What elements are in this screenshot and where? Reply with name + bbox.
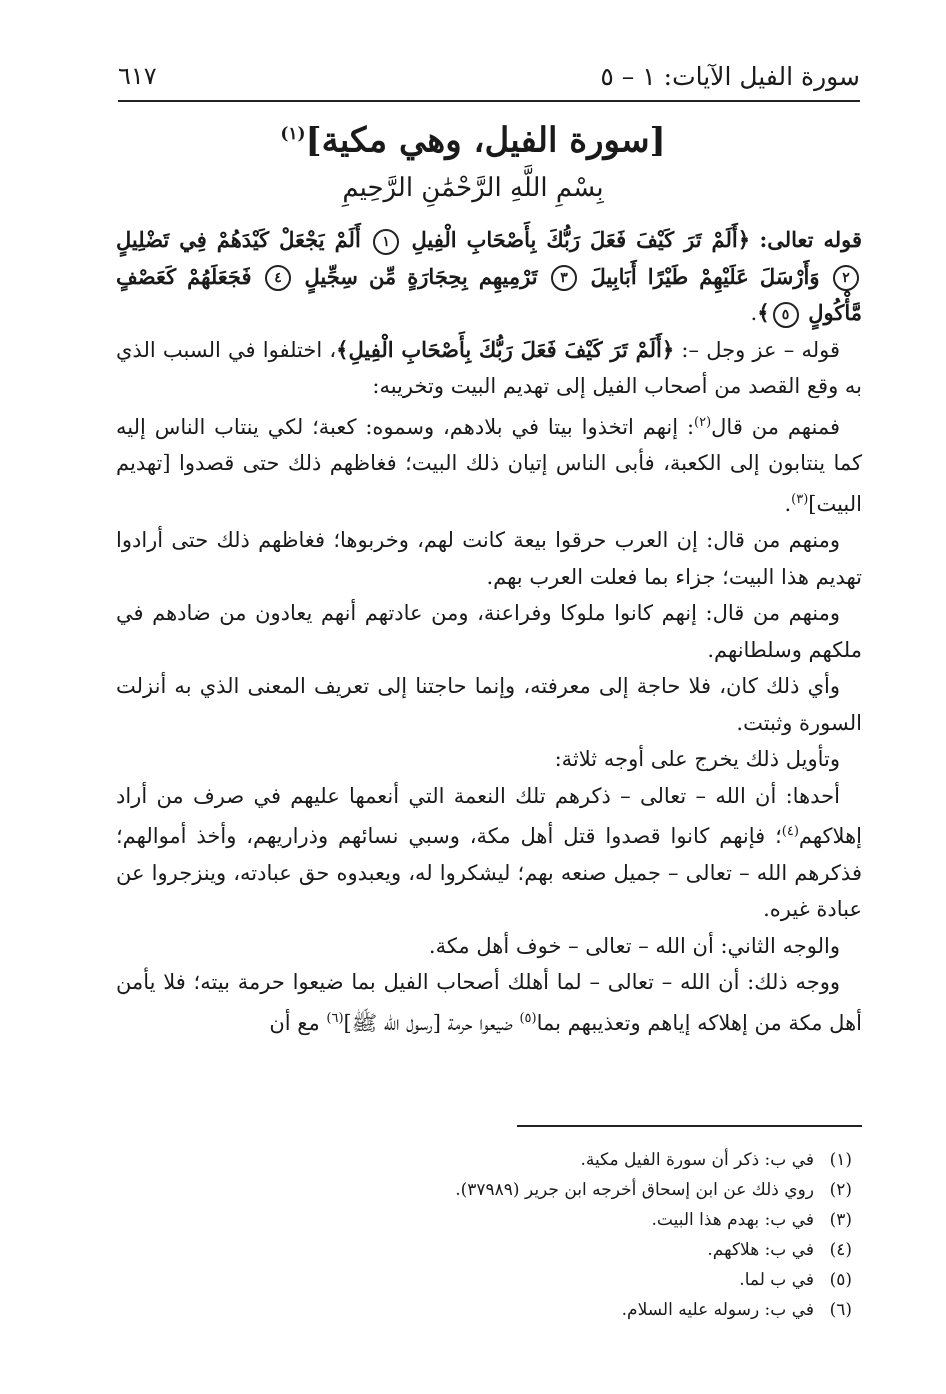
footnote-text: في ب لما. xyxy=(739,1270,814,1290)
paragraph-text: : إنهم اتخذوا بيتا في بلادهم، وسموه: كعبة؛ لكي ينتاب الناس إليه كما ينتابون إلى الكعبة، فأبى الناس إتيان ذلك البيت؛ فغاظهم ذلك حتى قصدوا [تهديم البيت] xyxy=(116,414,862,516)
footnote-item xyxy=(120,1295,852,1325)
footnote-ref: (١) xyxy=(280,124,306,144)
footnote-text: في ب: رسوله عليه السلام. xyxy=(621,1300,814,1320)
paragraph: وأي ذلك كان، فلا حاجة إلى معرفته، وإنما حاجتنا إلى تعريف المعنى الذي به أنزلت السورة وثبتت. xyxy=(116,674,862,735)
footnote-text: في ب: ذكر أن سورة الفيل مكية. xyxy=(580,1150,814,1170)
verse-1: أَلَمْ تَرَ كَيْفَ فَعَلَ رَبُّكَ بِأَصْحَابِ الْفِيلِ xyxy=(411,227,738,252)
ayah-number-marker: ٥ xyxy=(773,302,799,328)
footnote-number: (٤) xyxy=(829,1240,852,1260)
paragraph: ومنهم من قال: إنهم كانوا ملوكا وفراعنة، ومن عادتهم أنهم يعادون من ضادهم في ملكهم وسلطانهم. xyxy=(116,601,862,662)
surah-title-text: [سورة الفيل، وهي مكية] xyxy=(305,120,666,161)
ayah-number-marker: ٢ xyxy=(833,265,859,291)
paragraph xyxy=(116,778,862,928)
footnote-text: روي ذلك عن ابن إسحاق أخرجه ابن جرير (٣٧٩٨٩). xyxy=(455,1180,814,1200)
paragraph: ومنهم من قال: إن العرب حرقوا بيعة كانت لهم، وخربوها؛ فغاظهم ذلك حتى أرادوا تهديم هذا البيت؛ جزاء بما فعلت العرب بهم. xyxy=(116,528,862,589)
verse-5: فَجَعَلَهُمْ كَعَصْفٍ مَّأْكُولٍ xyxy=(116,263,862,325)
footnote-number: (١) xyxy=(829,1150,852,1170)
page-number: ٦١٧ xyxy=(118,62,157,90)
footnote-ref: (٤) xyxy=(781,824,799,839)
paragraph xyxy=(116,332,862,405)
verse-2: أَلَمْ يَجْعَلْ كَيْدَهُمْ فِي تَضْلِيلٍ xyxy=(116,227,361,252)
verse-open-bracket: ﴿ xyxy=(737,227,751,252)
paragraph-text: ضيعوا حرمة [رسول الله ﷺ] xyxy=(343,1010,520,1035)
running-header xyxy=(118,56,860,96)
footnote-number: (٣) xyxy=(829,1210,852,1230)
footnote-text: في ب: هلاكهم. xyxy=(707,1240,814,1260)
footnote-item xyxy=(120,1145,852,1175)
paragraph: وتأويل ذلك يخرج على أوجه ثلاثة: xyxy=(554,747,840,771)
ayah-number-marker: ١ xyxy=(373,229,399,255)
footnote-number: (٢) xyxy=(829,1180,852,1200)
footnote-item xyxy=(120,1205,852,1235)
running-header-title: سورة الفيل الآيات: ١ – ٥ xyxy=(600,61,860,91)
paragraph: والوجه الثاني: أن الله – تعالى – خوف أهل مكة. xyxy=(428,933,840,958)
footnote-item xyxy=(120,1175,852,1205)
ayah-number-marker: ٣ xyxy=(551,265,577,291)
footnote-text: في ب: بهدم هذا البيت. xyxy=(651,1210,814,1230)
footnote-number: (٥) xyxy=(829,1270,852,1290)
paragraph-text: قوله – عز وجل –: xyxy=(674,337,840,362)
paragraph-text: ووجه ذلك: أن الله – تعالى – لما أهلك أصحاب الفيل بما ضيعوا حرمة بيته؛ فلا يأمن أهل مكة من إهلاكه إياهم وتعذيبهم بما xyxy=(116,970,862,1035)
paragraph-text: فمنهم من قال xyxy=(711,414,841,439)
paragraph-text: . xyxy=(784,491,792,516)
footnote-ref: (٣) xyxy=(791,491,809,507)
footnote-item xyxy=(120,1235,852,1265)
paragraph-text: ، اختلفوا في السبب الذي به وقع القصد من أصحاب الفيل إلى تهديم البيت وتخريبه: xyxy=(116,337,862,398)
basmala: بِسْمِ اللَّهِ الرَّحْمَٰنِ الرَّحِيمِ xyxy=(342,173,604,203)
verse-intro-label: قوله تعالى: xyxy=(759,227,862,252)
footnote-ref: (٦) xyxy=(326,1010,344,1026)
footnote-ref: (٢) xyxy=(694,414,712,430)
verses-paragraph xyxy=(116,222,862,332)
verse-4: تَرْمِيهِم بِحِجَارَةٍ مِّن سِجِّيلٍ xyxy=(304,263,538,289)
paragraph-text: ؛ فإنهم كانوا قصدوا قتل أهل مكة، وسبي نسائهم وذراريهم، وأخذ أموالهم؛ فذكرهم الله – تعالى – جميل صنعه بهم؛ ليشكروا له، ويعبدوه حق عبادته، وينزجروا عن عبادة غيره. xyxy=(116,824,862,921)
main-text xyxy=(116,222,862,1041)
verse-3: وَأَرْسَلَ عَلَيْهِمْ طَيْرًا أَبَابِيلَ xyxy=(590,263,820,289)
paragraph-text: مع أن xyxy=(269,1010,327,1035)
surah-title xyxy=(86,108,860,166)
paragraph xyxy=(116,405,862,523)
footnotes xyxy=(120,1145,852,1325)
quoted-verse: ﴿أَلَمْ تَرَ كَيْفَ فَعَلَ رَبُّكَ بِأَصْحَابِ الْفِيلِ﴾ xyxy=(336,336,675,362)
verse-end-dot: . xyxy=(750,301,758,325)
paragraph xyxy=(116,964,862,1041)
footnote-divider xyxy=(517,1125,862,1127)
ayah-number-marker: ٤ xyxy=(265,265,291,291)
header-divider xyxy=(118,100,860,102)
footnote-number: (٦) xyxy=(829,1300,852,1320)
footnote-item xyxy=(120,1265,852,1295)
footnote-ref: (٥) xyxy=(519,1010,537,1026)
verse-close-bracket: ﴾ xyxy=(757,300,770,325)
paragraph-text: أحدها: أن الله – تعالى – ذكرهم تلك النعمة التي أنعمها عليهم في صرف من أراد إهلاكهم xyxy=(116,783,862,848)
